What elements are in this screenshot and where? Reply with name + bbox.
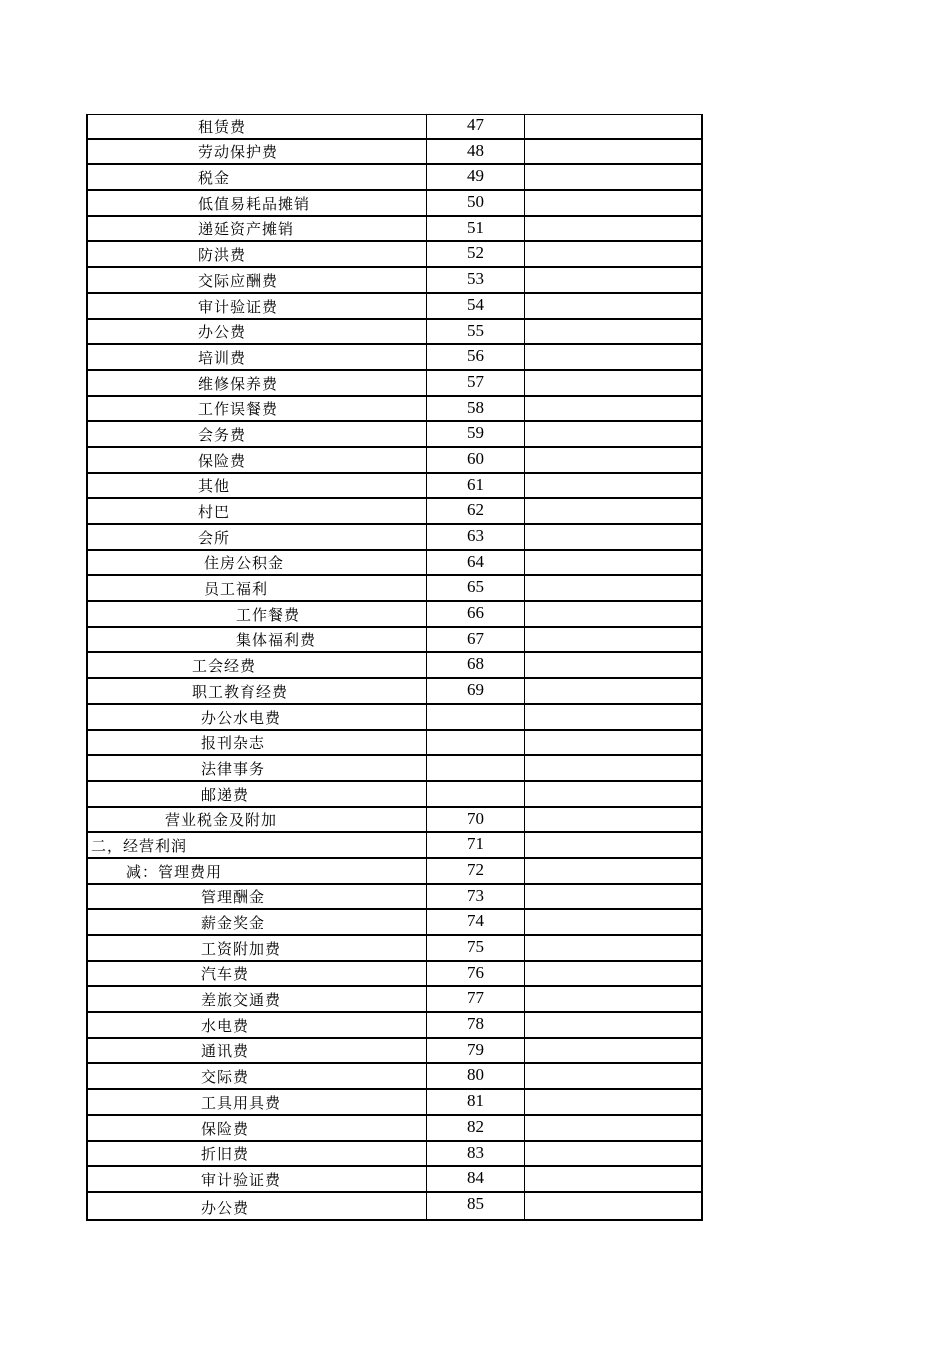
table-row bbox=[88, 551, 701, 577]
amount-cell[interactable] bbox=[525, 1167, 701, 1191]
line-number-cell[interactable]: 52 bbox=[427, 242, 525, 266]
amount-cell[interactable] bbox=[525, 268, 701, 292]
amount-cell[interactable] bbox=[525, 1090, 701, 1114]
amount-cell[interactable] bbox=[525, 679, 701, 703]
amount-cell[interactable] bbox=[525, 756, 701, 780]
amount-cell[interactable] bbox=[525, 705, 701, 729]
table-row bbox=[88, 987, 701, 1013]
line-number-cell[interactable]: 73 bbox=[427, 885, 525, 909]
table-row bbox=[88, 628, 701, 654]
amount-cell[interactable] bbox=[525, 602, 701, 626]
amount-cell[interactable] bbox=[525, 962, 701, 986]
item-cell[interactable] bbox=[88, 1090, 427, 1114]
item-cell[interactable] bbox=[88, 962, 427, 986]
table-row bbox=[88, 1064, 701, 1090]
table-row bbox=[88, 1193, 701, 1219]
amount-cell[interactable] bbox=[525, 551, 701, 575]
amount-cell[interactable] bbox=[525, 1116, 701, 1140]
item-label: 汽车费 bbox=[201, 965, 250, 984]
amount-cell[interactable] bbox=[525, 165, 701, 189]
item-label: 住房公积金 bbox=[204, 554, 285, 573]
item-label: 交际应酬费 bbox=[198, 271, 279, 290]
line-number-cell[interactable]: 54 bbox=[427, 294, 525, 318]
item-cell[interactable] bbox=[88, 782, 427, 806]
line-number-cell[interactable]: 79 bbox=[427, 1039, 525, 1063]
item-cell[interactable] bbox=[88, 936, 427, 960]
amount-cell[interactable] bbox=[525, 885, 701, 909]
item-cell[interactable] bbox=[88, 808, 427, 832]
item-label: 租赁费 bbox=[198, 117, 247, 136]
table-row bbox=[88, 422, 701, 448]
line-number-cell[interactable] bbox=[427, 756, 525, 780]
item-label: 村巴 bbox=[198, 503, 231, 521]
table-row bbox=[88, 499, 701, 525]
item-cell[interactable] bbox=[88, 242, 427, 266]
item-cell[interactable] bbox=[88, 422, 427, 446]
amount-cell[interactable] bbox=[525, 1142, 701, 1166]
item-cell[interactable] bbox=[88, 1039, 427, 1063]
table-row bbox=[88, 679, 701, 705]
table-row bbox=[88, 191, 701, 217]
item-cell[interactable] bbox=[88, 1116, 427, 1140]
item-label: 邮递费 bbox=[201, 785, 250, 804]
item-cell[interactable] bbox=[88, 114, 427, 138]
line-number-cell[interactable]: 59 bbox=[427, 422, 525, 446]
line-number-cell[interactable]: 55 bbox=[427, 320, 525, 344]
item-cell[interactable] bbox=[88, 602, 427, 626]
table-row bbox=[88, 653, 701, 679]
item-label: 报刊杂志 bbox=[201, 734, 266, 753]
amount-cell[interactable] bbox=[525, 1193, 701, 1219]
item-label: 低值易耗品摊销 bbox=[198, 194, 311, 213]
line-number-cell[interactable]: 70 bbox=[427, 808, 525, 832]
item-cell[interactable] bbox=[88, 628, 427, 652]
line-number-cell[interactable]: 72 bbox=[427, 859, 525, 883]
item-label: 递延资产摊销 bbox=[198, 220, 295, 239]
item-label: 工具用具费 bbox=[201, 1093, 282, 1112]
item-label: 职工教育经费 bbox=[192, 682, 289, 701]
item-label: 工资附加费 bbox=[201, 939, 282, 958]
amount-cell[interactable] bbox=[525, 191, 701, 215]
line-number-cell[interactable]: 48 bbox=[427, 140, 525, 164]
line-number-cell[interactable]: 82 bbox=[427, 1116, 525, 1140]
line-number-cell[interactable]: 80 bbox=[427, 1064, 525, 1088]
amount-cell[interactable] bbox=[525, 217, 701, 241]
table-row bbox=[88, 140, 701, 166]
item-label: 工会经费 bbox=[192, 657, 257, 676]
table-row bbox=[88, 731, 701, 757]
amount-cell[interactable] bbox=[525, 653, 701, 677]
item-cell[interactable] bbox=[88, 1064, 427, 1088]
item-cell[interactable] bbox=[88, 165, 427, 189]
item-label: 维修保养费 bbox=[198, 374, 279, 393]
amount-cell[interactable] bbox=[525, 987, 701, 1011]
line-number-cell[interactable]: 63 bbox=[427, 525, 525, 549]
amount-cell[interactable] bbox=[525, 397, 701, 421]
item-cell[interactable] bbox=[88, 371, 427, 395]
item-label: 交际费 bbox=[201, 1068, 250, 1087]
item-cell[interactable] bbox=[88, 397, 427, 421]
table-row bbox=[88, 1167, 701, 1193]
table-row bbox=[88, 705, 701, 731]
table-row bbox=[88, 242, 701, 268]
item-label: 办公费 bbox=[201, 1198, 250, 1217]
table-row bbox=[88, 808, 701, 834]
amount-cell[interactable] bbox=[525, 114, 701, 138]
item-label: 保险费 bbox=[201, 1119, 250, 1138]
line-number-cell[interactable]: 60 bbox=[427, 448, 525, 472]
item-cell[interactable] bbox=[88, 140, 427, 164]
line-number-cell[interactable]: 51 bbox=[427, 217, 525, 241]
line-number-cell[interactable]: 49 bbox=[427, 165, 525, 189]
item-cell[interactable] bbox=[88, 217, 427, 241]
line-number-cell[interactable]: 81 bbox=[427, 1090, 525, 1114]
item-cell[interactable] bbox=[88, 1167, 427, 1191]
table-row bbox=[88, 1090, 701, 1116]
amount-cell[interactable] bbox=[525, 499, 701, 523]
table-row bbox=[88, 525, 701, 551]
table-row bbox=[88, 782, 701, 808]
item-label: 二，经营利润 bbox=[91, 836, 188, 855]
amount-cell[interactable] bbox=[525, 345, 701, 369]
item-label: 水电费 bbox=[201, 1016, 250, 1035]
item-cell[interactable] bbox=[88, 885, 427, 909]
item-label: 保险费 bbox=[198, 451, 247, 470]
item-label: 办公水电费 bbox=[201, 708, 282, 727]
table-row bbox=[88, 217, 701, 243]
item-label: 办公费 bbox=[198, 323, 247, 342]
line-number-cell[interactable]: 76 bbox=[427, 962, 525, 986]
table-row bbox=[88, 576, 701, 602]
item-cell[interactable] bbox=[88, 833, 427, 857]
item-label: 差旅交通费 bbox=[201, 991, 282, 1010]
item-cell[interactable] bbox=[88, 756, 427, 780]
item-label: 营业税金及附加 bbox=[165, 811, 278, 830]
item-cell[interactable] bbox=[88, 448, 427, 472]
line-number-cell[interactable]: 50 bbox=[427, 191, 525, 215]
amount-cell[interactable] bbox=[525, 936, 701, 960]
line-number-cell[interactable]: 84 bbox=[427, 1167, 525, 1191]
amount-cell[interactable] bbox=[525, 448, 701, 472]
table-row bbox=[88, 320, 701, 346]
line-number-cell[interactable]: 58 bbox=[427, 397, 525, 421]
report-table bbox=[86, 114, 703, 1221]
amount-cell[interactable] bbox=[525, 833, 701, 857]
line-number-cell[interactable]: 62 bbox=[427, 499, 525, 523]
amount-cell[interactable] bbox=[525, 782, 701, 806]
amount-cell[interactable] bbox=[525, 320, 701, 344]
amount-cell[interactable] bbox=[525, 910, 701, 934]
table-row bbox=[88, 294, 701, 320]
item-label: 集体福利费 bbox=[236, 631, 317, 650]
item-label: 员工福利 bbox=[204, 580, 269, 599]
line-number-cell[interactable] bbox=[427, 731, 525, 755]
item-label: 薪金奖金 bbox=[201, 914, 266, 932]
item-label: 其他 bbox=[198, 477, 231, 496]
amount-cell[interactable] bbox=[525, 731, 701, 755]
item-label: 会所 bbox=[198, 528, 231, 547]
item-label: 防洪费 bbox=[198, 246, 247, 265]
line-number-cell[interactable]: 57 bbox=[427, 371, 525, 395]
amount-cell[interactable] bbox=[525, 1013, 701, 1037]
table-row bbox=[88, 1142, 701, 1168]
line-number-cell[interactable]: 69 bbox=[427, 679, 525, 703]
item-cell[interactable] bbox=[88, 576, 427, 600]
item-label: 工作餐费 bbox=[236, 605, 301, 624]
amount-cell[interactable] bbox=[525, 474, 701, 498]
line-number-cell[interactable]: 75 bbox=[427, 936, 525, 960]
table-row bbox=[88, 268, 701, 294]
item-label: 通讯费 bbox=[201, 1042, 250, 1061]
amount-cell[interactable] bbox=[525, 628, 701, 652]
amount-cell[interactable] bbox=[525, 525, 701, 549]
item-cell[interactable] bbox=[88, 1013, 427, 1037]
line-number-cell[interactable] bbox=[427, 782, 525, 806]
item-label: 管理酬金 bbox=[201, 888, 266, 907]
line-number-cell[interactable]: 61 bbox=[427, 474, 525, 498]
item-label: 审计验证费 bbox=[201, 1170, 282, 1189]
amount-cell[interactable] bbox=[525, 1039, 701, 1063]
table-row bbox=[88, 165, 701, 191]
item-label: 减：管理费用 bbox=[126, 862, 223, 881]
line-number-cell[interactable]: 74 bbox=[427, 910, 525, 934]
line-number-cell[interactable]: 68 bbox=[427, 653, 525, 677]
item-cell[interactable] bbox=[88, 499, 427, 523]
amount-cell[interactable] bbox=[525, 1064, 701, 1088]
line-number-cell[interactable]: 77 bbox=[427, 987, 525, 1011]
line-number-cell[interactable] bbox=[427, 705, 525, 729]
item-label: 折旧费 bbox=[201, 1145, 250, 1164]
item-label: 工作误餐费 bbox=[198, 400, 279, 419]
line-number-cell[interactable]: 85 bbox=[427, 1193, 525, 1219]
table-row bbox=[88, 474, 701, 500]
line-number-cell[interactable]: 83 bbox=[427, 1142, 525, 1166]
item-label: 税金 bbox=[198, 169, 231, 188]
line-number-cell[interactable]: 66 bbox=[427, 602, 525, 626]
table-row bbox=[88, 859, 701, 885]
line-number-cell[interactable]: 65 bbox=[427, 576, 525, 600]
item-label: 培训费 bbox=[198, 348, 247, 367]
item-cell[interactable] bbox=[88, 859, 427, 883]
amount-cell[interactable] bbox=[525, 371, 701, 395]
item-cell[interactable] bbox=[88, 294, 427, 318]
line-number-cell[interactable]: 78 bbox=[427, 1013, 525, 1037]
item-cell[interactable] bbox=[88, 345, 427, 369]
table-row bbox=[88, 602, 701, 628]
item-cell[interactable] bbox=[88, 320, 427, 344]
table-row bbox=[88, 345, 701, 371]
amount-cell[interactable] bbox=[525, 422, 701, 446]
item-cell[interactable] bbox=[88, 474, 427, 498]
item-cell[interactable] bbox=[88, 987, 427, 1011]
amount-cell[interactable] bbox=[525, 294, 701, 318]
item-cell[interactable] bbox=[88, 525, 427, 549]
item-label: 会务费 bbox=[198, 425, 247, 444]
table-row bbox=[88, 833, 701, 859]
line-number-cell[interactable]: 67 bbox=[427, 628, 525, 652]
amount-cell[interactable] bbox=[525, 242, 701, 266]
line-number-cell[interactable]: 64 bbox=[427, 551, 525, 575]
table-row bbox=[88, 1013, 701, 1039]
item-cell[interactable] bbox=[88, 191, 427, 215]
item-cell[interactable] bbox=[88, 551, 427, 575]
table-row bbox=[88, 1116, 701, 1142]
item-cell[interactable] bbox=[88, 1142, 427, 1166]
table-row bbox=[88, 910, 701, 936]
line-number-cell[interactable]: 53 bbox=[427, 268, 525, 292]
item-cell[interactable] bbox=[88, 705, 427, 729]
table-row bbox=[88, 756, 701, 782]
table-row bbox=[88, 885, 701, 911]
line-number-cell[interactable]: 56 bbox=[427, 345, 525, 369]
item-cell[interactable] bbox=[88, 731, 427, 755]
item-cell[interactable] bbox=[88, 679, 427, 703]
table-row bbox=[88, 397, 701, 423]
item-cell[interactable] bbox=[88, 1193, 427, 1219]
amount-cell[interactable] bbox=[525, 808, 701, 832]
amount-cell[interactable] bbox=[525, 859, 701, 883]
item-label: 审计验证费 bbox=[198, 297, 279, 316]
table-row bbox=[88, 936, 701, 962]
amount-cell[interactable] bbox=[525, 140, 701, 164]
item-label: 法律事务 bbox=[201, 759, 266, 778]
line-number-cell[interactable]: 47 bbox=[427, 114, 525, 138]
table-row bbox=[88, 448, 701, 474]
item-label: 劳动保护费 bbox=[198, 143, 279, 162]
table-row bbox=[88, 114, 701, 140]
item-cell[interactable] bbox=[88, 653, 427, 677]
item-cell[interactable] bbox=[88, 268, 427, 292]
amount-cell[interactable] bbox=[525, 576, 701, 600]
table-row bbox=[88, 962, 701, 988]
item-cell[interactable] bbox=[88, 910, 427, 934]
table-row bbox=[88, 371, 701, 397]
line-number-cell[interactable]: 71 bbox=[427, 833, 525, 857]
table-row bbox=[88, 1039, 701, 1065]
